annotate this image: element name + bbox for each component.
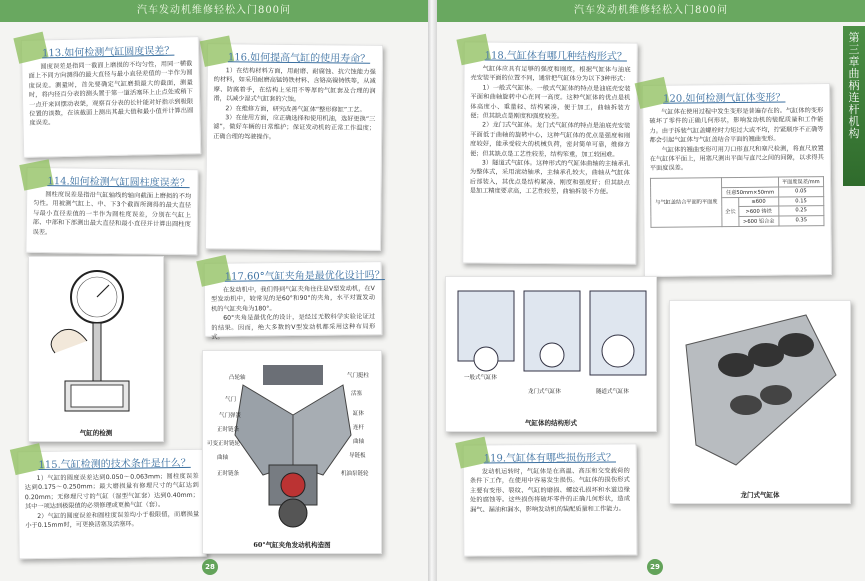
section-118-card xyxy=(462,41,638,264)
type-label: 隧道式气缸体 xyxy=(596,389,630,395)
engine-label: 活塞 xyxy=(351,391,363,397)
section-title: 119.气缸体有哪些损伤形式？ xyxy=(483,452,617,465)
engine-label: 可变正时链轮 xyxy=(207,441,241,447)
engine-label: 机油泵链轮 xyxy=(341,471,369,477)
section-115-card xyxy=(17,449,206,560)
flatness-table: 与气缸盖结合平面的平面度 平面度误差/mm 任意50mm×50mm 0.05 全长 ≤600 0.15 >600 铸铁 0.25 >600 铝合金 0.35 xyxy=(650,176,825,228)
section-text: 发动机运转时，气缸体是在高温、高压和交变载荷的条件下工作，在使用中容易发生损伤。气缸体的损伤形式主要有变形、裂纹、气缸的磨损、螺纹孔损坏和水道边缘处的腐蚀等。这些损伤将破坏零件的正确几何形状，造成漏气、漏油和漏水，影响发动机的装配质量和工作能力。 xyxy=(469,467,631,514)
section-title: 113.如何检测气缸圆度误差？ xyxy=(41,45,175,60)
engine-label: 气门弹簧 xyxy=(219,413,242,419)
figure-caption: 气缸的检测 xyxy=(79,429,113,437)
engine-label: 正时链条 xyxy=(217,427,240,433)
section-text: 圆柱度误差是指沿气缸轴线的轴向截面上磨损的不均匀性。用被测气缸上、中、下3个截面所测得的最大直径与最小直径差值的一半作为圆柱度误差，分别在气缸上部、中部和下部测出最大直径和最小直径并计算出圆柱度误差。 xyxy=(32,191,192,236)
section-text: 气缸体应具有足够的强度和刚度，根据气缸体与油底壳安装平面的位置不同，通常把气缸体分为以下3种形式： 1）一般式气缸体。一般式气缸体的特点是油底壳安装平面和曲轴旋转中心在同一高度。这种气缸体的优点是机体高度小、重量轻、结构紧凑，便于加工，曲轴拆装方便；但其缺点是刚度和强度较差。 2）龙门式气缸体。龙门式气缸体的特点是油底壳安装平面低于曲轴的旋转中心，这种气缸体的优点是强度和刚度较好，能承受较大的机械负荷，密封简单可靠，维修方便；但其缺点是工艺性较差，结构笨重，加工较困难。 3）隧道式气缸体。这种形式的气缸体曲轴的主轴承孔为整体式，采用滚动轴承，主轴承孔较大，曲轴从气缸体后部装入，其优点是结构紧凑、刚度和强度好；但其缺点是加工精度要求高，工艺性较差，曲轴拆装不方便。 xyxy=(469,65,631,196)
figure-v6-engine xyxy=(202,350,382,554)
chapter-tab: 第 三 章 曲 柄 连 杆 机 构 xyxy=(843,26,865,186)
engine-label: 缸体 xyxy=(353,411,365,417)
book-gutter xyxy=(428,0,437,581)
section-text: 1）在结构材料方面，用耐磨、耐腐蚀、抗穴蚀能力强的材料，如采用耐磨高锰铸铁材料、含铬高镍铸铁等，从减摩、防腐着手，在结构上采用不等厚的气缸套及合理的润滑，以减少湿式气缸套的穴蚀。 2）在维修方面，研究改善气缸体“整形修缸”工艺。 3）在使用方面，应正确选择和使用机油，选好更换“三滤”，做好车辆的日常维护；保证发动机的正常工作温度；正确合理的驾驶操作。 xyxy=(213,67,376,141)
figure-block-types xyxy=(445,276,657,432)
engine-label: 曲轴 xyxy=(217,455,229,461)
section-text: 1）气缸的圆度误差达到0.050～0.063mm；圆柱度误差达到0.175～0.250mm；最大磨损量有修理尺寸的气缸达到0.20mm；无修理尺寸的气缸（湿型气缸套）达到0.40mm；其中一项达到极限值的必须修理或更换气缸（套）。 2）气缸的圆度误差和圆柱度误差均小于极限值，而磨损量小于0.15mm时，可更换活塞及活塞环。 xyxy=(24,472,200,530)
section-119-card xyxy=(463,443,638,556)
page-right xyxy=(437,0,865,581)
engine-label: 气门挺柱 xyxy=(347,373,370,379)
page-number-left: 28 xyxy=(202,559,218,575)
figure-caption: 气缸体的结构形式 xyxy=(525,419,577,427)
section-120-card xyxy=(642,83,832,277)
section-title: 116.如何提高气缸的使用寿命？ xyxy=(227,52,371,65)
type-label: 一般式气缸体 xyxy=(464,375,498,381)
section-title: 120.如何检测气缸体变形？ xyxy=(663,92,786,105)
section-title: 117.60°气缸夹角是最优化设计吗？ xyxy=(224,270,385,283)
page-header: 汽车发动机维修轻松入门800问 xyxy=(0,0,428,22)
engine-label: 连杆 xyxy=(353,425,365,431)
section-title: 114.如何检测气缸圆柱度误差？ xyxy=(47,176,190,190)
page-number-right: 29 xyxy=(647,559,663,575)
page-left xyxy=(0,0,428,581)
engine-label: 正时链条 xyxy=(217,471,240,477)
section-text: 气缸体在使用过程中发生变形是普遍存在的。气缸体的变形破坏了零件的正确几何形状，影响发动机的装配质量和工作能力。由于拆装气缸盖螺栓时力矩过大或不均，拧紧顺序不正确等都会引起气缸体与气缸盖结合平面的翘曲变形。 气缸体的翘曲变形可用刀口形直尺和塞尺检测，将直尺放置在气缸体平面上，用塞尺测出平面与直尺之间的间隙，以求得其平面度误差。 xyxy=(649,107,824,173)
section-text: 圆度误差是指同一截面上磨损的不均匀性，用同一横截面上不同方向测得的最大直径与最小直径差值的一半作为圆度误差。测量时，首先要确定气缸磨损最大的截面，测量时，将内径百分表的测头置于第一道活塞环上止点处或稍下一点开来回摆动表架，观察百分表的长针能对好指示到极限位置的读数，在该截面上测出其最大值和最小值并计算出圆度误差。 xyxy=(28,60,194,128)
dial-gauge-illustration xyxy=(35,261,159,421)
section-title: 118.气缸体有哪几种结构形式？ xyxy=(484,50,627,63)
section-title: 115.气缸检测的技术条件是什么？ xyxy=(38,457,191,472)
section-116-card xyxy=(205,43,383,251)
figure-cylinder-gauge xyxy=(28,256,164,442)
figure-gantry-block xyxy=(669,300,851,504)
section-114-card xyxy=(25,167,198,255)
page-header: 汽车发动机维修轻松入门800问 xyxy=(437,0,865,22)
section-text: 在发动机中，我们得到气缸夹角往往是V型发动机，在V型发动机中，较常见的是60°和90°的夹角，水平对置发动机的气缸夹角为180°。 60°夹角是最优化的设计，是经过无数科学实验论证过的结果。因而，绝大多数的V型发动机都采用这种布局形式。 xyxy=(210,285,376,341)
figure-caption: 60°气缸夹角发动机构造图 xyxy=(253,541,331,549)
section-113-card xyxy=(21,36,201,158)
engine-label: 气门 xyxy=(225,397,237,403)
figure-caption: 龙门式气缸体 xyxy=(740,491,780,499)
section-117-card xyxy=(204,261,385,341)
type-label: 龙门式气缸体 xyxy=(528,389,562,395)
engine-label: 曲轴 xyxy=(353,439,365,445)
engine-block-illustration xyxy=(676,305,846,477)
engine-label: 凸轮轴 xyxy=(229,375,246,381)
engine-label: 导链板 xyxy=(349,453,366,459)
